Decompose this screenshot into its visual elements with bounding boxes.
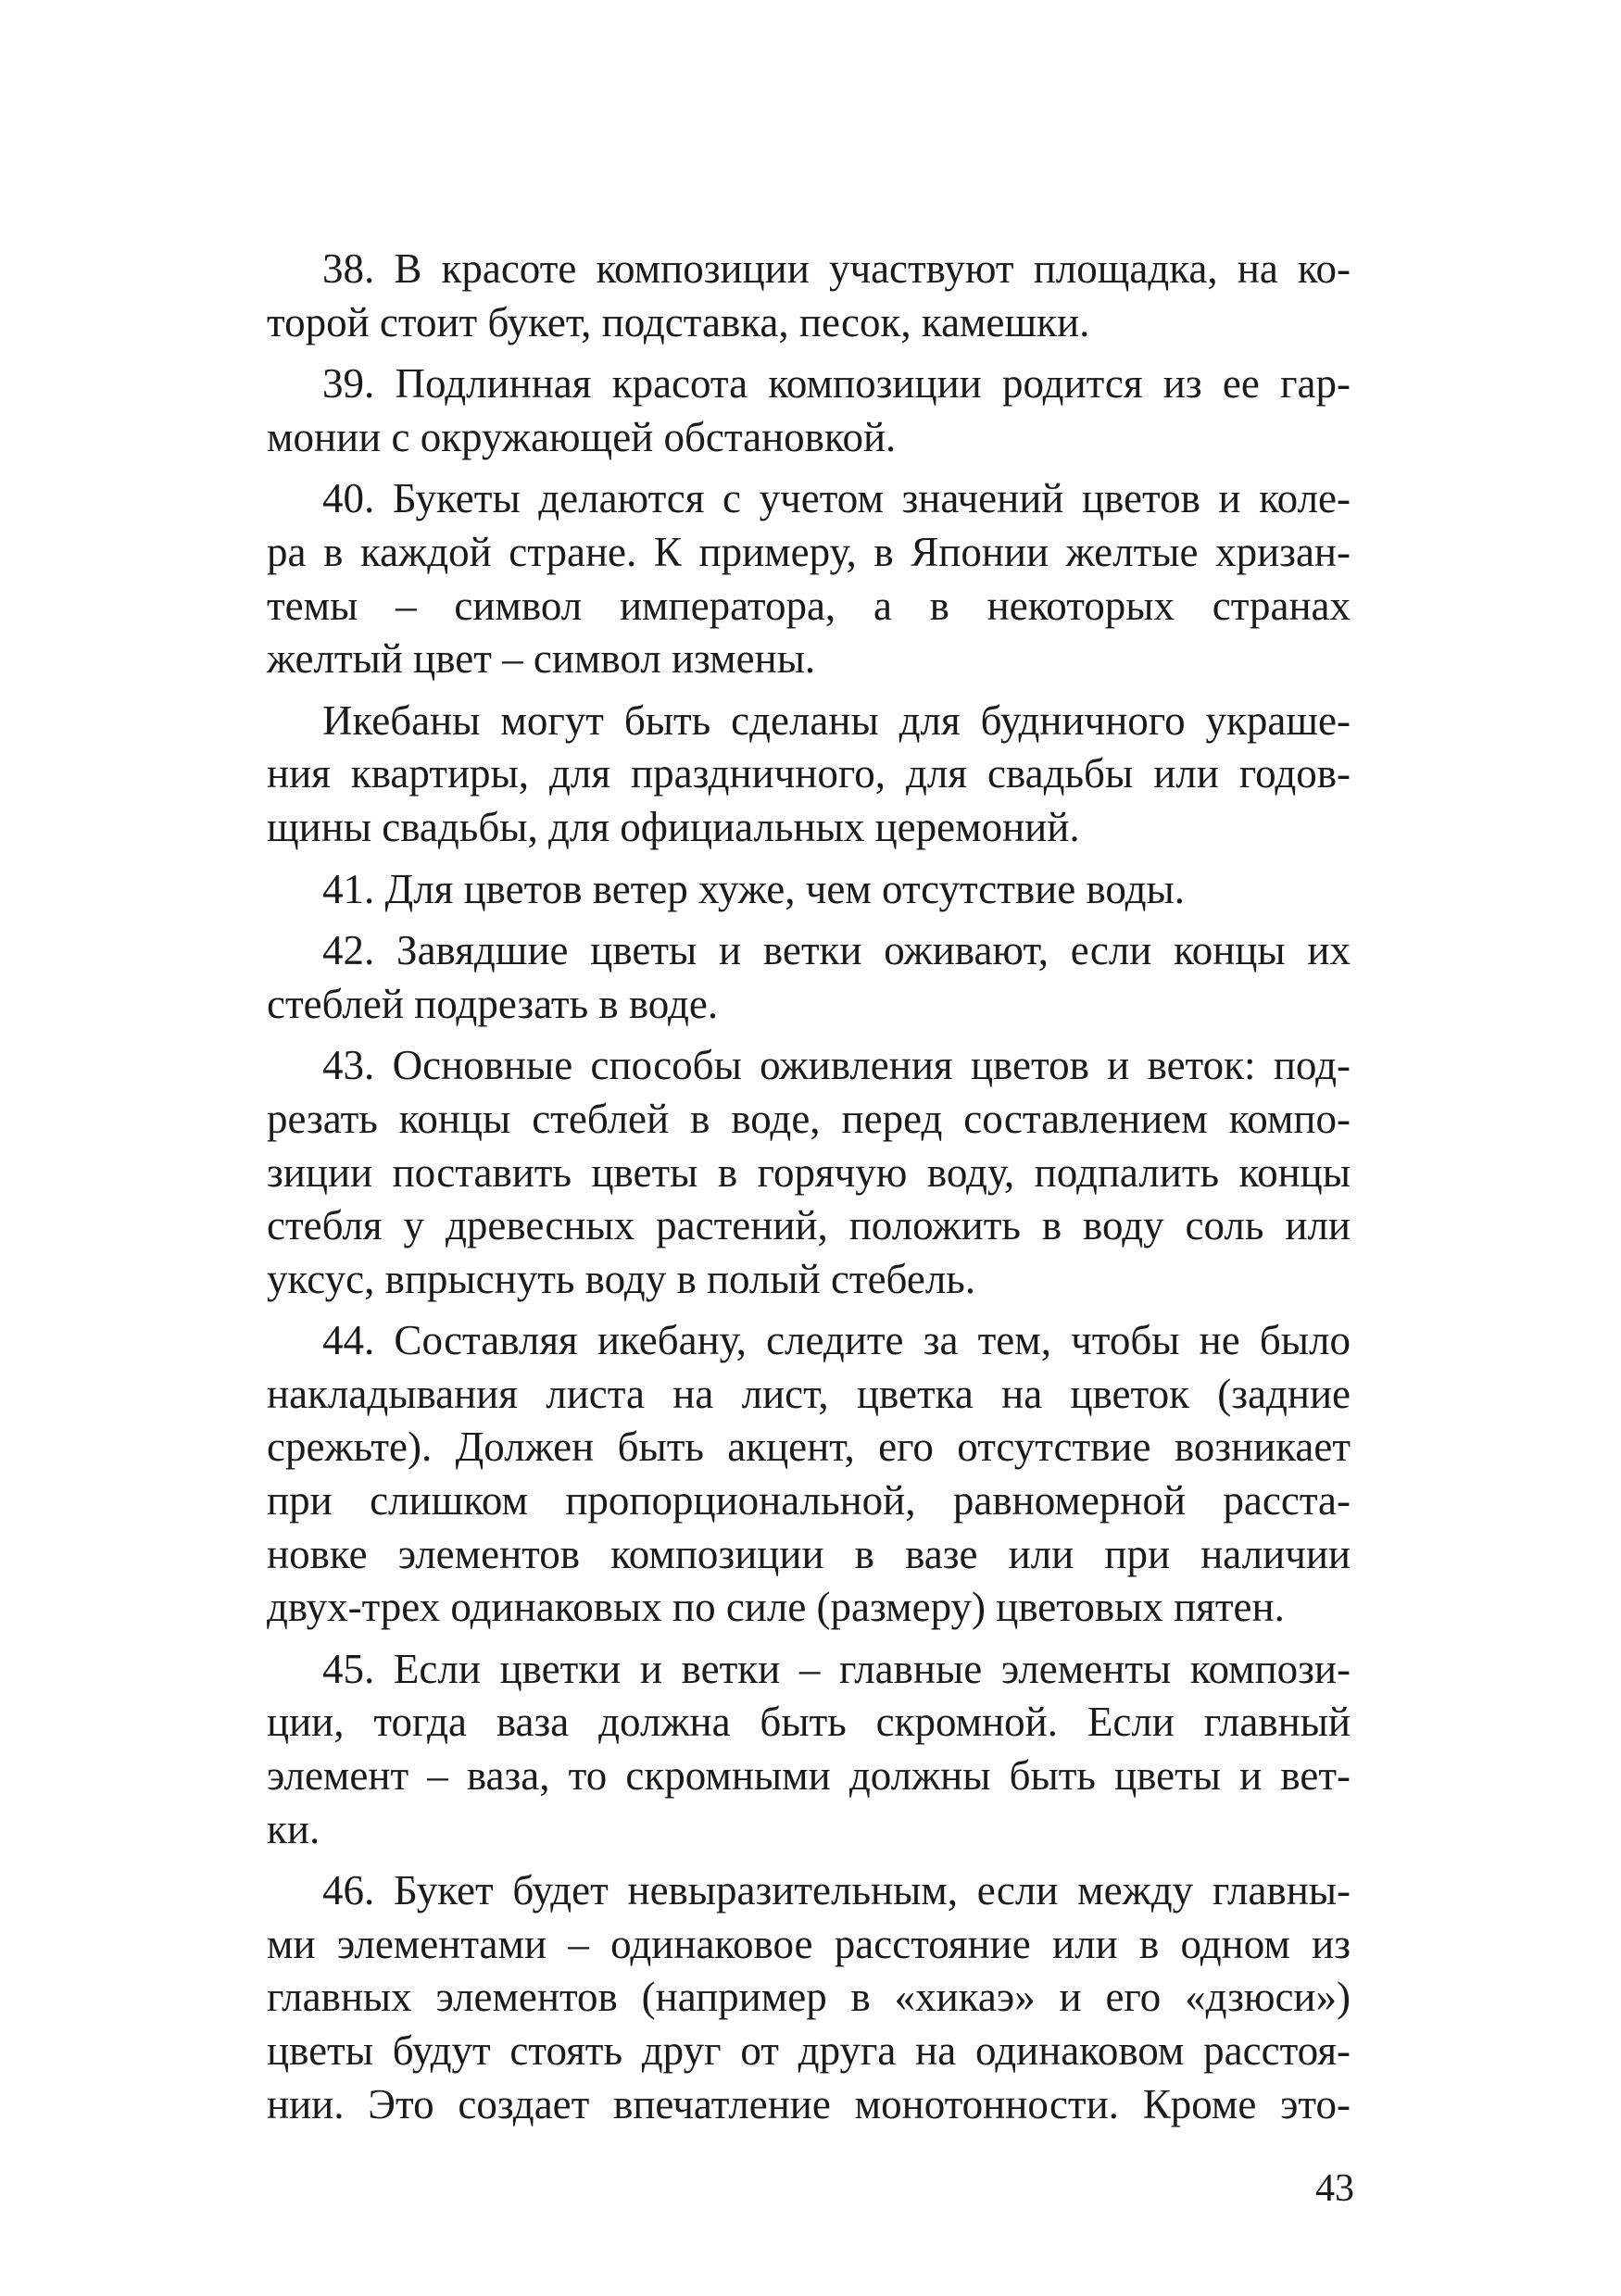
text-line: 42. Завядшие цветы и ветки оживают, если концы их bbox=[322, 927, 1351, 974]
text-line: ра в каждой стране. К примеру, в Японии желтые хризан- bbox=[267, 528, 1351, 575]
paragraph bbox=[267, 358, 1351, 464]
text-line: 40. Букеты делаются с учетом значений цветов и коле- bbox=[322, 475, 1351, 522]
paragraph bbox=[267, 1864, 1351, 2131]
text-line: 41. Для цветов ветер хуже, чем отсутствие воды. bbox=[322, 865, 1185, 912]
paragraph bbox=[267, 472, 1351, 685]
text-line: монии с окружающей обстановкой. bbox=[267, 413, 897, 460]
text-line: при слишком пропорциональной, равномерной расста- bbox=[267, 1477, 1351, 1524]
text-line: накладывания листа на лист, цветка на цветок (задние bbox=[267, 1370, 1351, 1417]
text-line: нии. Это создает впечатление монотонности. Кроме это- bbox=[267, 2080, 1351, 2127]
text-line: темы – символ императора, а в некоторых странах bbox=[267, 582, 1351, 629]
text-line: 39. Подлинная красота композиции родится из ее гар- bbox=[322, 360, 1351, 408]
text-line: щины свадьбы, для официальных церемоний. bbox=[267, 803, 1080, 850]
text-line: уксус, впрыснуть воду в полый стебель. bbox=[267, 1255, 976, 1302]
text-line: желтый цвет – символ измены. bbox=[267, 635, 816, 683]
text-line: элемент – ваза, то скромными должны быть цветы и вет- bbox=[267, 1752, 1351, 1800]
text-line: цветы будут стоять друг от друга на одинаковом расстоя- bbox=[267, 2027, 1351, 2074]
text-line: стебля у древесных растений, положить в воду соль или bbox=[267, 1202, 1351, 1249]
text-line: Икебаны могут быть сделаны для будничного украше- bbox=[322, 696, 1351, 744]
text-line: ки. bbox=[267, 1805, 320, 1852]
text-line: ния квартиры, для праздничного, для свадьбы или годов- bbox=[267, 750, 1351, 797]
paragraph bbox=[267, 863, 1351, 917]
text-line: 46. Букет будет невыразительным, если между главны- bbox=[322, 1867, 1351, 1914]
text-line: новке элементов композиции в вазе или при наличии bbox=[267, 1530, 1351, 1577]
paragraph bbox=[267, 1643, 1351, 1856]
text-line: 44. Составляя икебану, следите за тем, чтобы не было bbox=[322, 1317, 1351, 1364]
paragraph bbox=[267, 1314, 1351, 1635]
text-line: главных элементов (например в «хикаэ» и его «дзюси») bbox=[267, 1974, 1351, 2021]
text-line: резать концы стеблей в воде, перед составлением компо- bbox=[267, 1095, 1351, 1142]
text-line: 45. Если цветки и ветки – главные элементы компози- bbox=[322, 1645, 1351, 1692]
text-line: ми элементами – одинаковое расстояние или в одном из bbox=[267, 1920, 1351, 1967]
text-line: двух-трех одинаковых по силе (размеру) цветовых пятен. bbox=[267, 1584, 1285, 1631]
text-line: стеблей подрезать в воде. bbox=[267, 980, 719, 1027]
paragraph bbox=[267, 695, 1351, 855]
paragraph bbox=[267, 1039, 1351, 1306]
text-line: срежьте). Должен быть акцент, его отсутствие возникает bbox=[267, 1424, 1351, 1471]
paragraph bbox=[267, 924, 1351, 1031]
paragraph bbox=[267, 243, 1351, 349]
text-line: торой стоит букет, подставка, песок, камешки. bbox=[267, 298, 1090, 345]
text-line: зиции поставить цветы в горячую воду, подпалить концы bbox=[267, 1148, 1351, 1196]
page-number: 43 bbox=[1315, 2167, 1354, 2210]
text-line: 43. Основные способы оживления цветов и веток: под- bbox=[322, 1042, 1351, 1089]
text-line: ции, тогда ваза должна быть скромной. Если главный bbox=[267, 1699, 1351, 1746]
text-line: 38. В красоте композиции участвуют площадка, на ко- bbox=[322, 245, 1351, 292]
page-body-text bbox=[267, 243, 1351, 2139]
